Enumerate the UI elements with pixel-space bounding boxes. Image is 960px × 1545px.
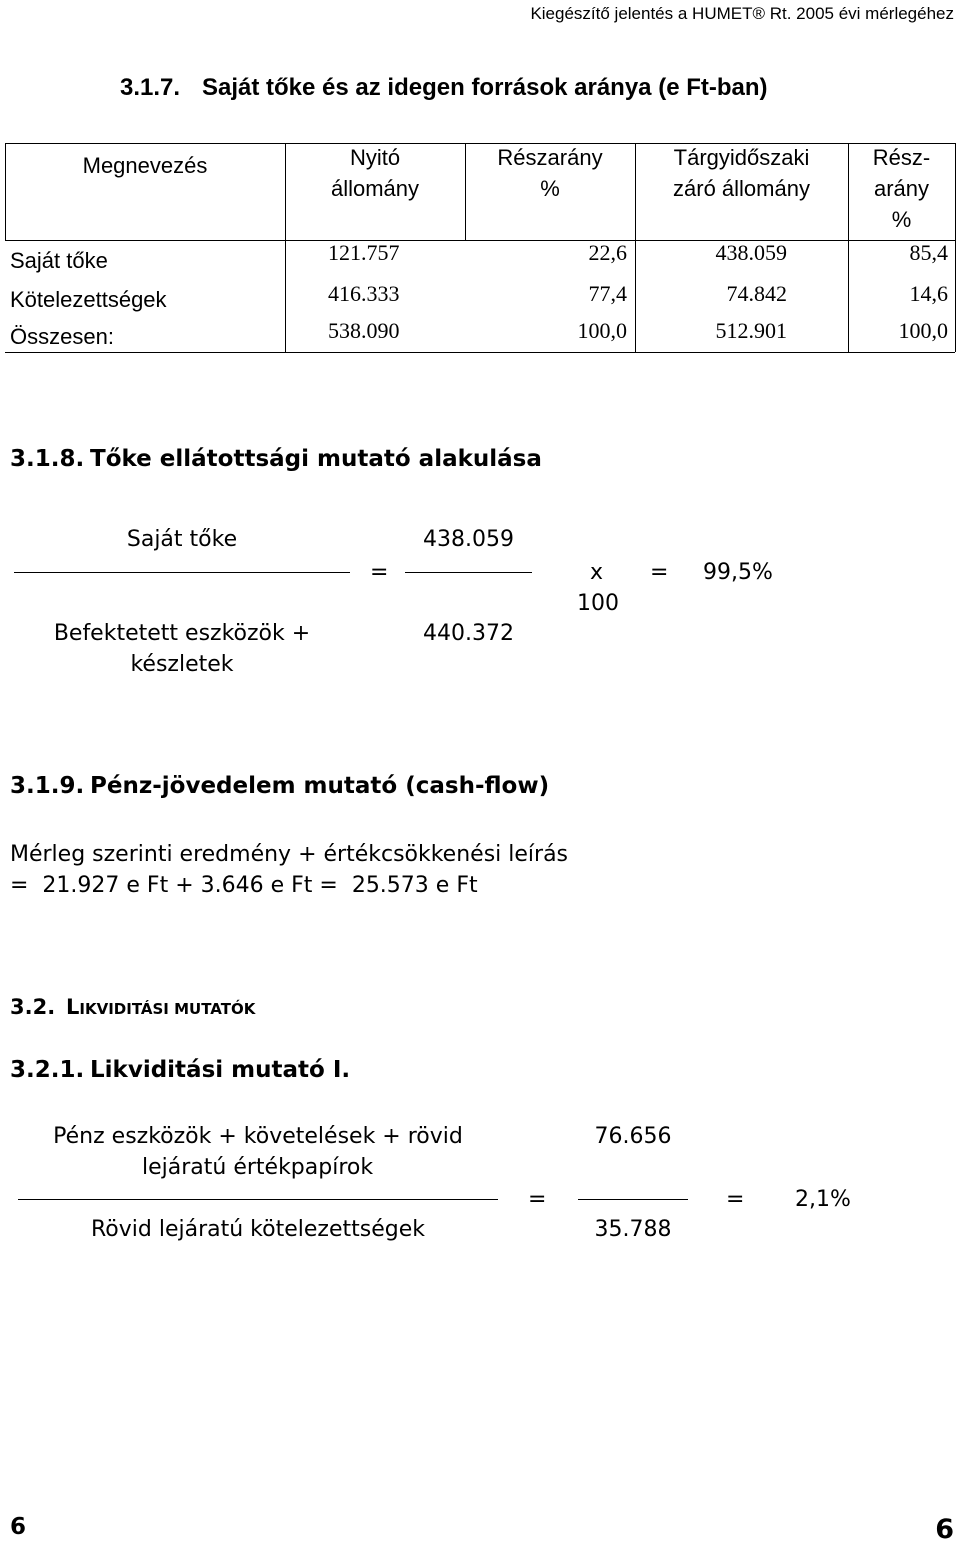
col-header-closing: Tárgyidőszaki <box>673 145 810 170</box>
col-header-closing: záró állomány <box>673 176 810 201</box>
col-header-share-closing: % <box>891 207 912 232</box>
section-title: LIKVIDITÁSI MUTATÓK <box>66 995 256 1019</box>
formula-denominator-label: Rövid lejáratú kötelezettségek <box>91 1217 425 1242</box>
fraction-line <box>578 1199 688 1200</box>
multiplier: 100 <box>577 591 619 616</box>
section-number: 3.2.1. <box>10 1057 85 1083</box>
fraction-line <box>14 572 350 573</box>
formula-numerator-value: 438.059 <box>423 527 514 552</box>
formula-numerator-label: Pénz eszközök + követelések + rövid <box>53 1124 463 1149</box>
col-header-share-closing: Rész- <box>872 145 931 170</box>
section-number: 3.2. <box>10 995 56 1019</box>
col-header-share-closing: arány <box>873 176 930 201</box>
section-number: 3.1.9. <box>10 773 85 799</box>
cell-opening: 538.090 <box>328 318 400 343</box>
section-number: 3.1.7. <box>120 74 181 101</box>
cashflow-description: Mérleg szerinti eredmény + értékcsökkenési leírás <box>10 842 569 867</box>
cell-share-closing: 14,6 <box>909 281 948 306</box>
cell-opening: 121.757 <box>328 240 400 265</box>
col-header-opening: állomány <box>330 176 420 201</box>
equals-sign: = <box>370 560 389 585</box>
equals-sign: = <box>726 1187 745 1212</box>
formula-numerator-label: Saját tőke <box>126 527 238 552</box>
cell-share-closing: 85,4 <box>909 240 948 265</box>
cell-closing: 438.059 <box>715 240 787 265</box>
cell-closing: 512.901 <box>715 318 787 343</box>
formula-denominator-value: 35.788 <box>594 1217 672 1242</box>
col-header-share: % <box>540 176 560 201</box>
page-number-right: 6 <box>935 1514 954 1545</box>
row-label: Összesen: <box>10 324 114 349</box>
formula-denominator-label: Befektetett eszközök + <box>53 621 311 646</box>
times-sign: x <box>590 560 604 585</box>
col-header-name: Megnevezés <box>82 153 208 178</box>
formula-denominator-label: készletek <box>130 652 234 677</box>
section-title: Tőke ellátottsági mutató alakulása <box>90 446 542 472</box>
cell-opening: 416.333 <box>328 281 400 306</box>
formula-numerator-value: 76.656 <box>594 1124 672 1149</box>
formula-numerator-label: lejáratú értékpapírok <box>142 1155 374 1180</box>
row-label: Saját tőke <box>10 248 108 273</box>
col-header-share: Részarány <box>497 145 603 170</box>
section-title: Likviditási mutató I. <box>90 1057 351 1083</box>
cell-closing: 74.842 <box>726 281 787 306</box>
formula-result: 2,1% <box>795 1187 851 1212</box>
fraction-line <box>18 1199 498 1200</box>
cell-share: 77,4 <box>588 281 627 306</box>
page-header: Kiegészítő jelentés a HUMET® Rt. 2005 évi mérlegéhez <box>530 4 954 23</box>
fraction-line <box>405 572 532 573</box>
section-number: 3.1.8. <box>10 446 85 472</box>
cashflow-calculation: = 21.927 e Ft + 3.646 e Ft = 25.573 e Ft <box>10 873 478 898</box>
equals-sign: = <box>650 560 669 585</box>
row-label: Kötelezettségek <box>10 287 167 312</box>
formula-denominator-value: 440.372 <box>423 621 514 646</box>
section-title: Pénz-jövedelem mutató (cash-flow) <box>90 773 550 799</box>
formula-result: 99,5% <box>703 560 773 585</box>
cell-share-closing: 100,0 <box>898 318 948 343</box>
cell-share: 22,6 <box>588 240 627 265</box>
page-number-left: 6 <box>10 1514 27 1540</box>
cell-share: 100,0 <box>577 318 627 343</box>
col-header-opening: Nyitó <box>349 145 401 170</box>
equals-sign: = <box>528 1187 547 1212</box>
section-title: Saját tőke és az idegen források aránya (e Ft-ban) <box>202 74 768 101</box>
